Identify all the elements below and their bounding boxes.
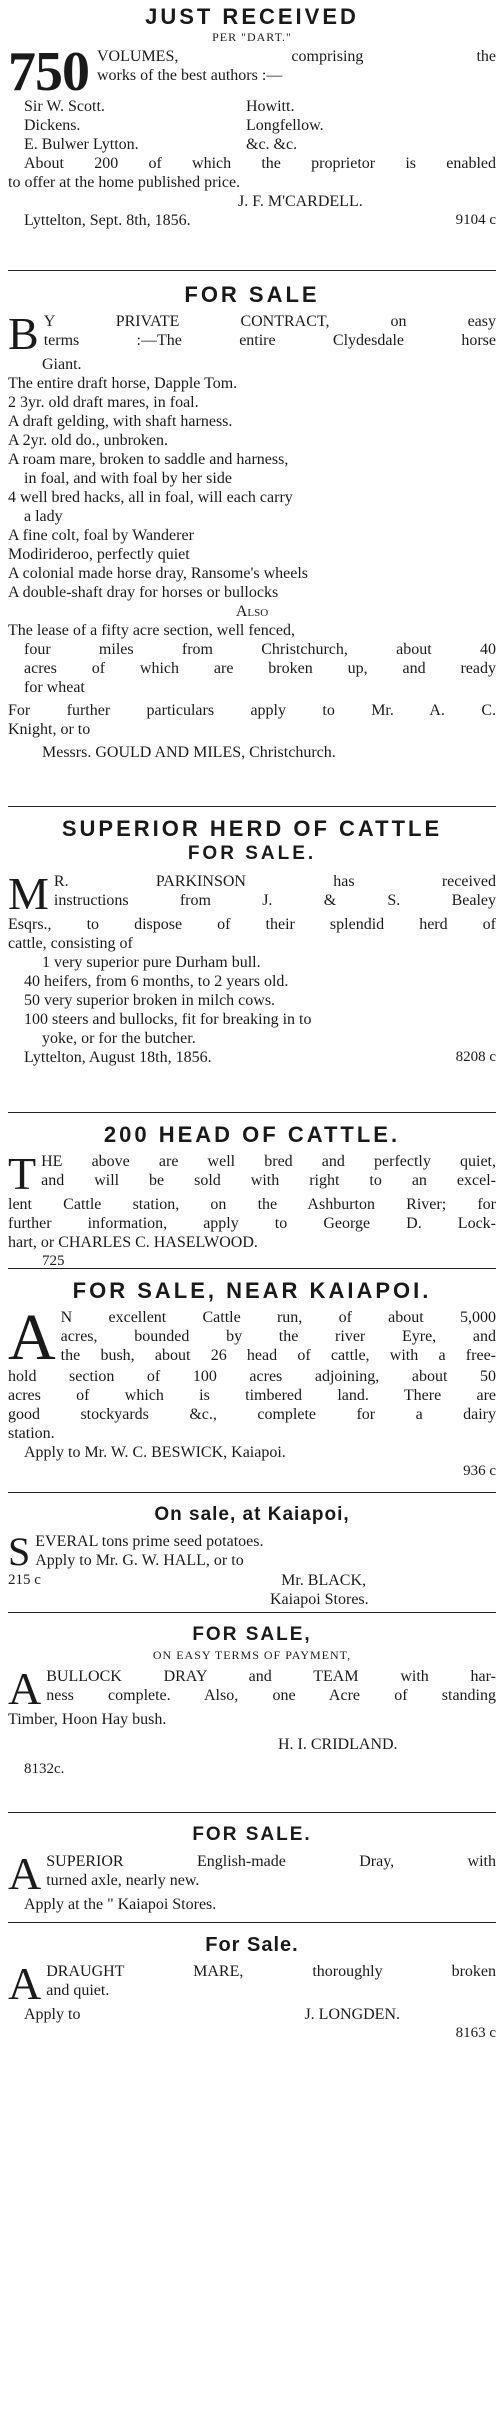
ad-line: and will be sold with right to an excel-	[41, 1172, 496, 1189]
ad-heading: FOR SALE,	[192, 1624, 312, 1645]
ad-sale-near-kaiapoi	[8, 1278, 496, 1481]
ad-line: ness complete. Also, one Acre of standing	[46, 1687, 496, 1704]
list-item: a lady	[24, 508, 63, 525]
drop-cap: B	[8, 312, 39, 355]
ad-date: Lyttelton, August 18th, 1856.	[24, 1049, 212, 1066]
author-list	[8, 97, 496, 154]
list-item: yoke, or for the butcher.	[42, 1030, 196, 1047]
ad-line: Apply at the " Kaiapoi Stores.	[24, 1896, 217, 1913]
ad-heading: For Sale.	[205, 1934, 299, 1956]
ad-line: to offer at the home published price.	[8, 174, 241, 191]
ad-english-dray	[8, 1822, 496, 1914]
ad-just-received	[8, 4, 496, 230]
ad-heading: 200 HEAD OF CATTLE.	[103, 1122, 401, 1147]
dateline	[8, 1048, 496, 1067]
ad-line: VOLUMES, comprising the	[97, 48, 496, 65]
ad-line: and quiet.	[46, 1982, 110, 1999]
ad-line: N excellent Cattle run, of about 5,000	[60, 1309, 496, 1326]
drop-cap: A	[8, 1308, 56, 1367]
divider	[8, 1612, 496, 1613]
ad-line: Apply to Mr. G. W. HALL, or to	[35, 1552, 244, 1569]
list-item: Modirideroo, perfectly quiet	[8, 546, 190, 563]
ad-line: SUPERIOR English-made Dray, with	[46, 1853, 496, 1870]
signature: H. I. CRIDLAND.	[278, 1736, 398, 1753]
ad-line: About 200 of which the proprietor is enabled	[24, 155, 496, 172]
ad-line: Mr. BLACK,	[281, 1572, 366, 1589]
author-name: &c. &c.	[246, 136, 298, 153]
drop-cap: T	[8, 1152, 37, 1195]
ad-line: for wheat	[24, 679, 85, 696]
drop-cap: A	[8, 1962, 42, 2005]
ad-line: acres, bounded by the river Eyre, and	[60, 1328, 496, 1345]
ad-line: Apply to Mr. W. C. BESWICK, Kaiapoi.	[24, 1444, 286, 1461]
divider	[8, 1492, 496, 1493]
ad-subheading: FOR SALE.	[187, 843, 317, 864]
ad-line: Esqrs., to dispose of their splendid herd of	[8, 916, 496, 933]
author-name: Longfellow.	[246, 117, 324, 134]
volume-count: 750	[8, 47, 89, 97]
list-item	[8, 97, 496, 116]
also-label: Also	[235, 603, 269, 620]
ad-line: Kaiapoi Stores.	[270, 1591, 369, 1608]
ad-line: instructions from J. & S. Bealey	[53, 892, 496, 909]
list-item: A draft gelding, with shaft harness.	[8, 413, 233, 430]
list-item	[8, 116, 496, 135]
ad-subheading: PER "DART."	[212, 30, 292, 44]
drop-cap: A	[8, 1667, 42, 1710]
ad-heading: JUST RECEIVED	[145, 4, 359, 29]
ad-line: HE above are well bred and perfectly quiet,	[41, 1153, 496, 1170]
ad-ref-number: 725	[42, 1253, 65, 1269]
ad-heading: On sale, at Kaiapoi,	[154, 1504, 350, 1525]
ad-line: acres of which are broken up, and ready	[24, 660, 496, 677]
list-item: A fine colt, foal by Wanderer	[8, 527, 194, 544]
ad-superior-herd	[8, 816, 496, 1067]
list-item: A roam mare, broken to saddle and harness,	[8, 451, 289, 468]
list-item: 100 steers and bullocks, fit for breaking in to	[24, 1011, 312, 1028]
divider	[8, 1268, 496, 1269]
ad-line: EVERAL tons prime seed potatoes.	[35, 1533, 264, 1550]
list-item: 2 3yr. old draft mares, in foal.	[8, 394, 199, 411]
ad-line: lent Cattle station, on the Ashburton River; for	[8, 1196, 496, 1213]
ad-line: DRAUGHT MARE, thoroughly broken	[46, 1963, 496, 1980]
ad-heading: FOR SALE	[184, 282, 320, 307]
ad-heading: SUPERIOR HERD OF CATTLE	[61, 816, 443, 841]
list-item: A double-shaft dray for horses or bullocks	[8, 584, 279, 601]
list-item: 40 heifers, from 6 months, to 2 years old.	[24, 973, 289, 990]
ad-line: The lease of a fifty acre section, well fenced,	[8, 622, 295, 639]
list-item: A 2yr. old do., unbroken.	[8, 432, 168, 449]
ad-line: For further particulars apply to Mr. A. C.	[8, 702, 496, 719]
list-item	[8, 135, 496, 154]
list-item: 4 well bred hacks, all in foal, will each carry	[8, 489, 293, 506]
list-item: 1 very superior pure Durham bull.	[42, 954, 261, 971]
signature: Messrs. GOULD AND MILES, Christchurch.	[42, 744, 336, 761]
ad-heading: FOR SALE, NEAR KAIAPOI.	[72, 1278, 432, 1303]
ad-ref-number: 8163 c	[455, 2025, 496, 2041]
ad-heading: FOR SALE.	[192, 1824, 312, 1845]
ad-line: four miles from Christchurch, about 40	[24, 641, 496, 658]
ad-200-head-cattle	[8, 1122, 496, 1271]
ad-line: cattle, consisting of	[8, 935, 133, 952]
ad-line: BULLOCK DRAY and TEAM with har-	[46, 1668, 496, 1685]
ad-line: further information, apply to George D. Lock-	[8, 1215, 496, 1232]
author-name: E. Bulwer Lytton.	[24, 136, 139, 153]
ad-line: Y PRIVATE CONTRACT, on easy	[43, 313, 496, 330]
ad-date: Lyttelton, Sept. 8th, 1856.	[24, 212, 191, 229]
drop-cap: M	[8, 872, 49, 915]
ad-line: good stockyards &c., complete for a dairy	[8, 1406, 496, 1423]
divider	[8, 1922, 496, 1923]
list-item: The entire draft horse, Dapple Tom.	[8, 375, 238, 392]
ad-line: station.	[8, 1425, 55, 1442]
ad-line: Apply to	[24, 2006, 81, 2023]
ad-line: turned axle, nearly new.	[46, 1872, 200, 1889]
dateline	[8, 211, 496, 230]
ad-line: terms :—The entire Clydesdale horse	[43, 332, 496, 349]
ad-on-sale-kaiapoi	[8, 1502, 496, 1609]
ad-for-sale-contract	[8, 282, 496, 762]
ad-line: the bush, about 26 head of cattle, with a free-	[60, 1347, 496, 1364]
divider	[8, 270, 496, 271]
list-item: in foal, and with foal by her side	[24, 470, 232, 487]
ad-line: Timber, Hoon Hay bush.	[8, 1711, 167, 1728]
ad-line: hart, or CHARLES C. HASELWOOD.	[8, 1234, 258, 1251]
ad-ref-number: 9104 c	[455, 212, 496, 228]
ad-ref-number: 8132c.	[24, 1761, 65, 1777]
ad-subheading: ON EASY TERMS OF PAYMENT,	[152, 1648, 352, 1662]
drop-cap: A	[8, 1852, 42, 1895]
drop-cap: S	[8, 1532, 31, 1571]
ad-line: works of the best authors :—	[97, 67, 283, 84]
ad-ref-number: 936 c	[463, 1463, 496, 1479]
ad-row	[8, 2005, 496, 2024]
ad-draught-mare	[8, 1932, 496, 2043]
ad-line: acres of which is timbered land. There are	[8, 1387, 496, 1404]
signature: J. LONGDEN.	[304, 2006, 400, 2023]
author-name: Dickens.	[24, 117, 81, 134]
ad-line: R. PARKINSON has received	[53, 873, 496, 890]
list-item: 50 very superior broken in milch cows.	[24, 992, 276, 1009]
list-item: A colonial made horse dray, Ransome's wheels	[8, 565, 308, 582]
divider	[8, 1112, 496, 1113]
ad-bullock-dray	[8, 1622, 496, 1779]
ad-ref-number: 8208 c	[455, 1049, 496, 1065]
ad-line: hold section of 100 acres adjoining, about 50	[8, 1368, 496, 1385]
ad-row	[8, 1571, 496, 1590]
author-name: Howitt.	[246, 98, 295, 115]
divider	[8, 1812, 496, 1813]
signature: J. F. M'CARDELL.	[238, 193, 363, 210]
ad-line: Knight, or to	[8, 721, 91, 738]
author-name: Sir W. Scott.	[24, 98, 105, 115]
ad-ref-number: 215 c	[8, 1572, 41, 1588]
divider	[8, 806, 496, 807]
ad-line: Giant.	[42, 356, 82, 373]
